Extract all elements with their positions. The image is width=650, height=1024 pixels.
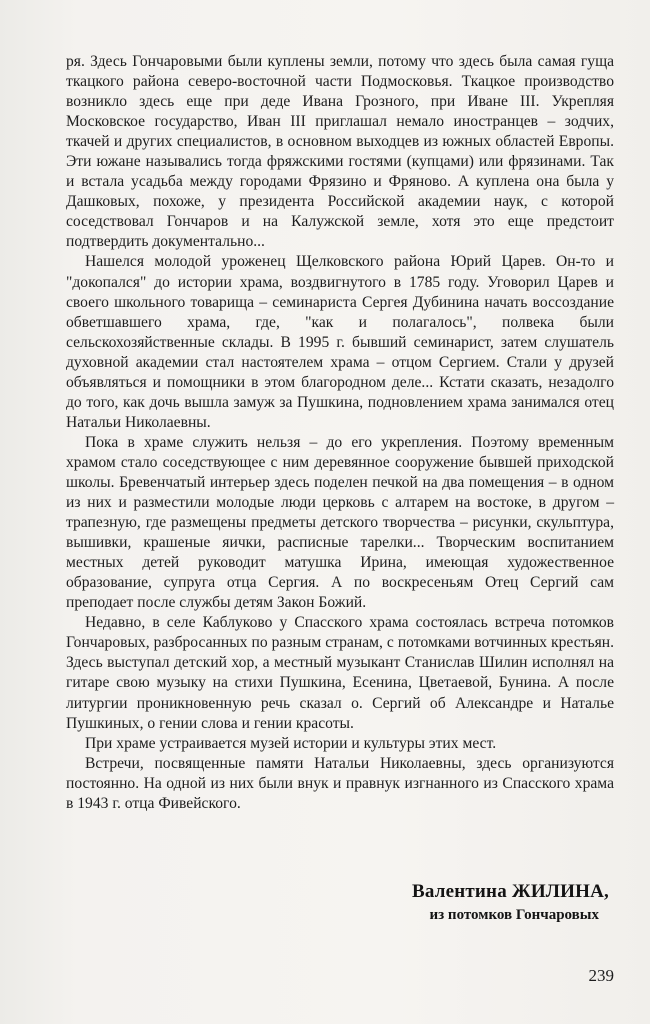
paragraph-3: Пока в храме служить нельзя – до его укрепления. Поэтому временным храмом стало соседствующее с ним деревянное сооружение бывшей приходской школы. Бревенчатый интерьер здесь поделен печкой на два помещения – в одном из них и разместили молодые люди церковь с алтарем на востоке, в другом – трапезную, где размещены предметы детского творчества – рисунки, скульптура, вышивки, крашеные яички, расписные тарелки... Творческим воспитанием местных детей руководит матушка Ирина, имеющая художественное образование, супруга отца Сергия. А по воскресеньям Отец Сергий сам преподает после службы детям Закон Божий. xyxy=(66,433,614,612)
article-body xyxy=(66,52,614,814)
author-signature xyxy=(309,880,609,926)
paragraph-6: Встречи, посвященные памяти Натальи Николаевны, здесь организуются постоянно. На одной из них были внук и правнук изгнанного из Спасского храма в 1943 г. отца Фивейского. xyxy=(66,754,614,812)
author-name: Валентина ЖИЛИНА, xyxy=(411,881,609,902)
paragraph-2: Нашелся молодой уроженец Щелковского района Юрий Царев. Он-то и "докопался" до истории храма, воздвигнутого в 1785 году. Уговорил Царев и своего школьного товарища – семинариста Сергея Дубинина начать воссоздание обветшавшего храма, где, "как и полагалось", полвека были сельскохозяйственные склады. В 1995 г. бывший семинарист, затем слушатель духовной академии стал настоятелем храма – отцом Сергием. Стали у друзей объявляться и помощники в этом благородном деле... Кстати сказать, незадолго до того, как дочь вышла замуж за Пушкина, подновлением храма занимался отец Натальи Николаевны. xyxy=(66,253,614,431)
paragraph-5: При храме устраивается музей истории и культуры этих мест. xyxy=(85,734,497,752)
paragraph-1: ря. Здесь Гончаровыми были куплены земли, потому что здесь была самая гуща ткацкого района северо-восточной части Подмосковья. Ткацкое производство возникло здесь еще при деде Ивана Грозного, при Иване III. Укрепляя Московское государство, Иван III приглашал немало иностранцев – зодчих, ткачей и других специалистов, в основном выходцев из южных областей Европы. Эти южане назывались тогда фряжскими гостями (купцами) или фрязинами. Так и встала усадьба между городами Фрязино и Фряново. А куплена она была у Дашковых, похоже, у президента Российской академии наук, с которой соседствовал Гончаров и на Калужской земле, хотя это еще предстоит подтвердить документально... xyxy=(66,53,614,251)
author-subtitle: из потомков Гончаровых xyxy=(429,907,599,923)
page-number: 239 xyxy=(588,966,614,985)
paragraph-4: Недавно, в селе Каблуково у Спасского храма состоялась встреча потомков Гончаровых, разбросанных по разным странам, с потомками вотчинных крестьян. Здесь выступал детский хор, а местный музыкант Станислав Шилин исполнял на гитаре свою музыку на стихи Пушкина, Есенина, Цветаевой, Бунина. А после литургии проникновенную речь сказал о. Сергий об Александре и Наталье Пушкиных, о гении слова и гении красоты. xyxy=(66,614,614,732)
